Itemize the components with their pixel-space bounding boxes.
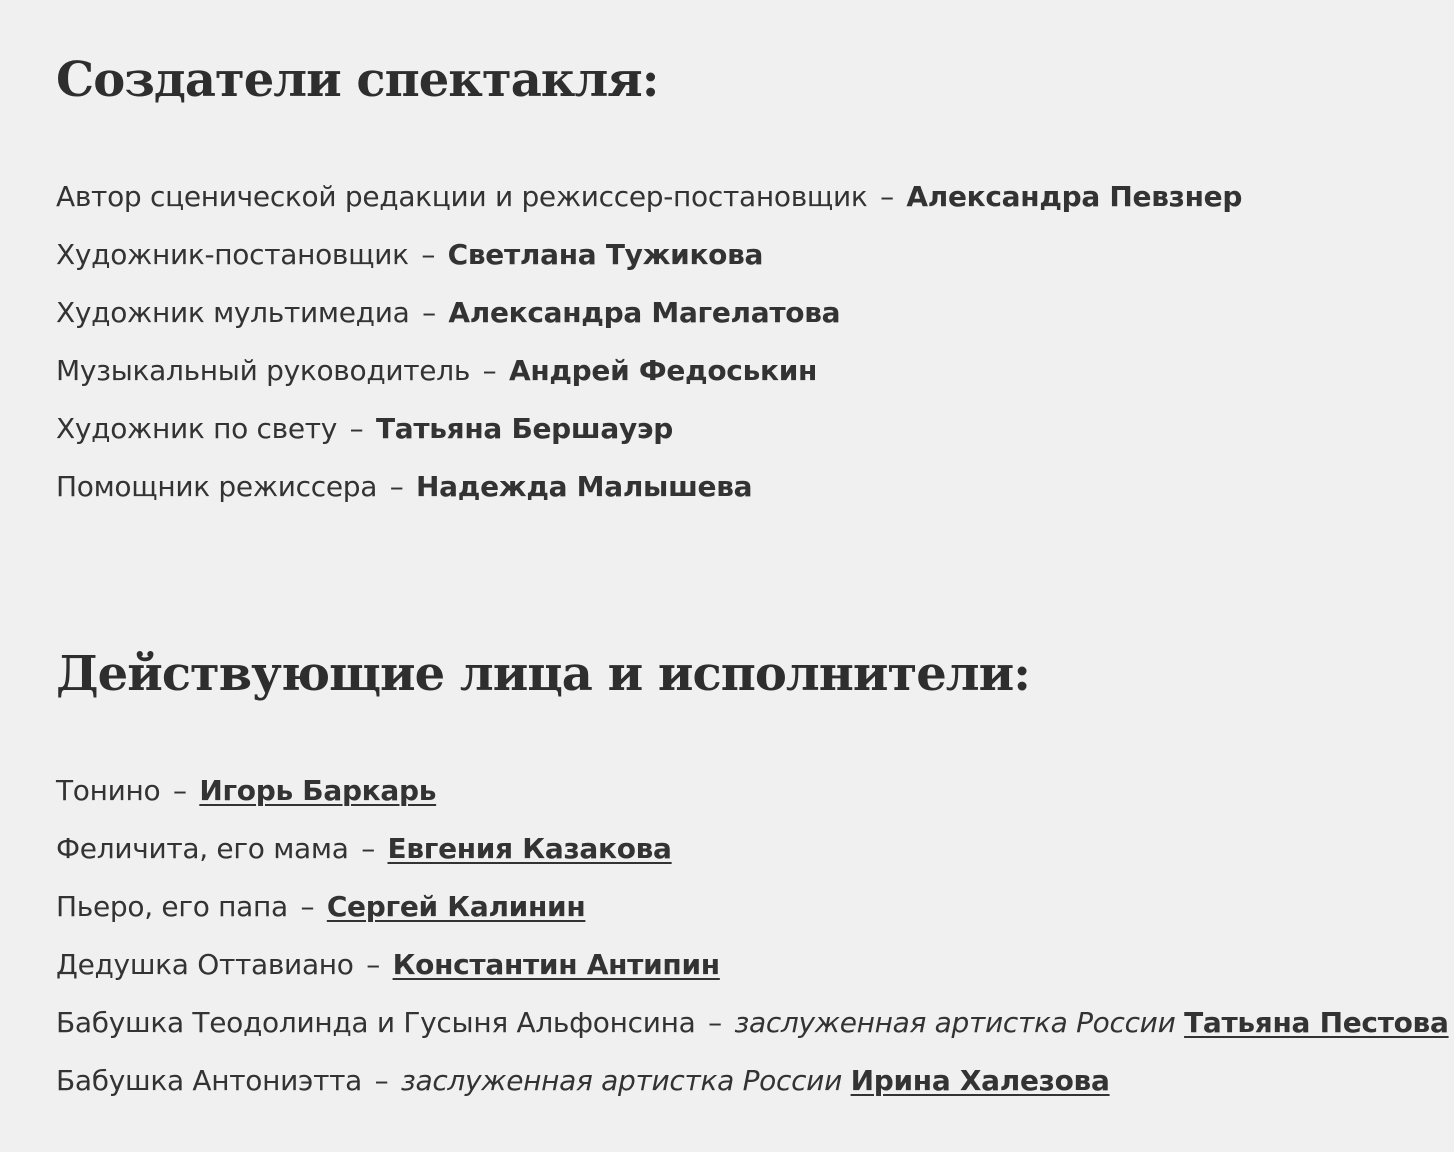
person-name: Надежда Малышева	[416, 470, 753, 503]
dash-separator: –	[300, 890, 315, 923]
creator-row	[56, 284, 1242, 342]
cast-row	[56, 1052, 1449, 1110]
character-label: Тонино	[56, 774, 161, 807]
cast-row	[56, 994, 1449, 1052]
dash-separator: –	[422, 296, 436, 329]
person-name: Татьяна Бершауэр	[375, 412, 673, 445]
role-label: Художник по свету	[56, 412, 338, 445]
cast-heading: Действующие лица и исполнители:	[56, 646, 1030, 702]
character-label: Пьеро, его папа	[56, 890, 288, 923]
dash-separator: –	[880, 180, 894, 213]
dash-separator: –	[421, 238, 436, 271]
creators-section	[56, 48, 1242, 516]
creators-heading: Создатели спектакля:	[56, 52, 659, 108]
dash-separator: –	[708, 1006, 722, 1039]
honorary-title: заслуженная артистка России	[734, 1006, 1176, 1039]
cast-row	[56, 878, 1449, 936]
role-label: Художник мультимедиа	[56, 296, 410, 329]
person-name: Александра Магелатова	[448, 296, 841, 329]
cast-row	[56, 762, 1449, 820]
dash-separator: –	[374, 1064, 389, 1097]
dash-separator: –	[389, 470, 404, 503]
honorary-title: заслуженная артистка России	[400, 1064, 842, 1097]
creator-row	[56, 342, 1242, 400]
actor-link[interactable]: Сергей Калинин	[326, 890, 586, 923]
character-label: Бабушка Антониэтта	[56, 1064, 362, 1097]
actor-link[interactable]: Татьяна Пестова	[1184, 1006, 1449, 1039]
dash-separator: –	[173, 774, 187, 807]
character-label: Феличита, его мама	[56, 832, 349, 865]
dash-separator: –	[366, 948, 380, 981]
creator-row	[56, 400, 1242, 458]
dash-separator: –	[361, 832, 375, 865]
cast-section	[56, 642, 1449, 1110]
creator-row	[56, 458, 1242, 516]
person-name: Александра Певзнер	[906, 180, 1243, 213]
cast-row	[56, 936, 1449, 994]
person-name: Андрей Федоськин	[508, 354, 818, 387]
creator-row	[56, 226, 1242, 284]
role-label: Музыкальный руководитель	[56, 354, 471, 387]
character-label: Бабушка Теодолинда и Гусыня Альфонсина	[56, 1006, 696, 1039]
actor-link[interactable]: Ирина Халезова	[850, 1064, 1110, 1097]
cast-row	[56, 820, 1449, 878]
character-label: Дедушка Оттавиано	[56, 948, 354, 981]
role-label: Помощник режиссера	[56, 470, 378, 503]
actor-link[interactable]: Константин Антипин	[392, 948, 720, 981]
person-name: Светлана Тужикова	[447, 238, 764, 271]
creator-row	[56, 168, 1242, 226]
dash-separator: –	[482, 354, 497, 387]
actor-link[interactable]: Игорь Баркарь	[199, 774, 437, 807]
role-label: Автор сценической редакции и режиссер-постановщик	[56, 180, 868, 213]
actor-link[interactable]: Евгения Казакова	[387, 832, 672, 865]
dash-separator: –	[349, 412, 364, 445]
role-label: Художник-постановщик	[56, 238, 409, 271]
